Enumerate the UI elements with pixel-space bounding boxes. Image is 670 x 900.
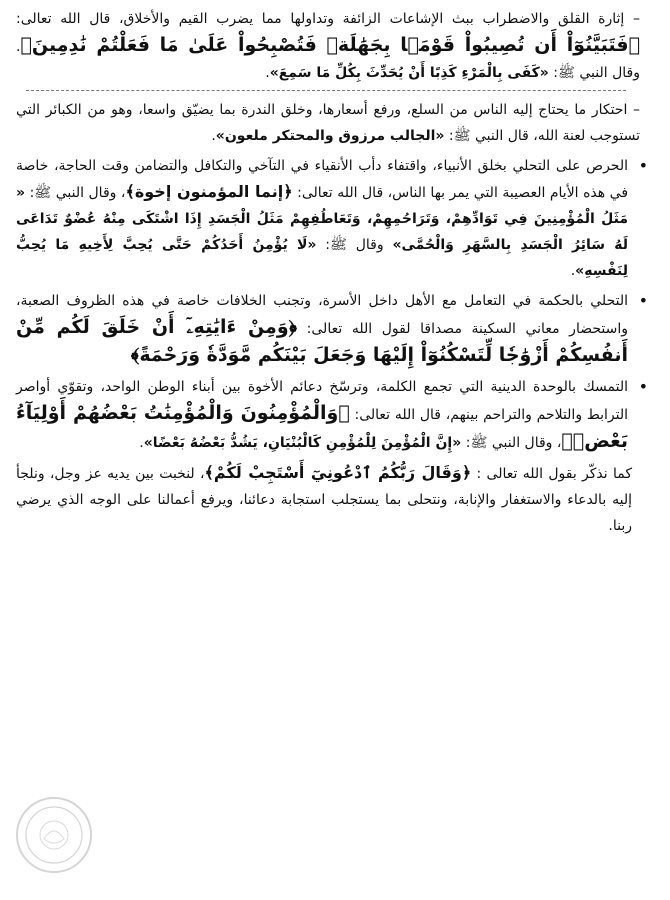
quran-verse: ﴿إنما المؤمنون إخوة﴾ [125, 182, 293, 201]
paragraph-hoarding [16, 97, 650, 149]
paragraph-text: الحرص على التحلي بخلق الأنبياء، واقتفاء دأب الأنقياء في التآخي والتكافل والتضامن وقت الحاجة، خاصة في هذه الأيام العصيبة التي يمر بها الناس، قال الله تعالى: [16, 158, 629, 201]
official-seal-icon [14, 795, 94, 875]
paragraph-end: . [570, 263, 576, 279]
bullet-icon: • [638, 377, 648, 396]
hadith-quote: «لَا يُؤْمِنُ أَحَدُكُمْ حَتَّى يُحِبَّ لِأَخِيهِ مَا يُحِبُّ لِنَفْسِهِ» [16, 237, 628, 279]
paragraph-text: التمسك بالوحدة الدينية التي تجمع الكلمة، وترسّخ دعائم الأخوة بين أبناء الوطن الواحد، وتقوّي أواصر الترابط والتلاحم والتراحم بينهم، قال الله تعالى: [16, 379, 629, 423]
paragraph-text: وقال ﷺ: [325, 237, 393, 253]
bullet-brotherhood [16, 153, 650, 284]
paragraph-text: ، وقال النبي ﷺ: [29, 185, 126, 201]
paragraph-end: . [211, 128, 216, 144]
paragraph-text: ، لنخبت بين يديه عز وجل، ونلجأ إليه بالدعاء والاستغفار والإنابة، ونتحلى بما يستجلب استجابة دعائنا، ويرفع أعمالنا على الوجه الذي يرضي ربنا. [16, 466, 632, 534]
hadith-quote: «كَفَى بِالْمَرْءِ كَذِبًا أَنْ يُحَدِّثَ بِكُلِّ مَا سَمِعَ» [269, 65, 549, 81]
paragraph-rumors [16, 6, 650, 86]
quran-verse: ﴿وَالْمُؤْمِنُونَ وَالْمُؤْمِنَٰتُ بَعْضُهُمْ أَوْلِيَآءُ بَعْضٖ﴾ [16, 402, 628, 452]
hadith-quote: «الجالب مرزوق والمحتكر ملعون» [215, 128, 445, 144]
paragraph-text: – إثارة القلق والاضطراب ببث الإشاعات الزائفة وتداولها مما يضرب القيم والأخلاق، قال الله تعالى: [16, 11, 640, 27]
bullet-family-wisdom [16, 288, 650, 370]
bullet-icon: • [638, 156, 648, 175]
hadith-quote: « مَثَلُ الْمُؤْمِنِينَ فِي تَوَادِّهِمْ، وَتَرَاحُمِهِمْ، وَتَعَاطُفِهِمْ مَثَلُ الْجَسَدِ إِذَا اشْتَكَى مِنْهُ عُضْوٌ تَدَاعَى لَهُ سَائِرُ الْجَسَدِ بِالسَّهَرِ وَالْحُمَّى» [16, 185, 629, 253]
dashed-separator [26, 90, 626, 91]
paragraph-text: ، وقال النبي ﷺ: [465, 435, 562, 451]
quran-verse: ﴿وَقَالَ رَبُّكُمُ ٱدْعُونِيٓ أَسْتَجِبْ لَكُمْ﴾ [204, 463, 472, 482]
bullet-unity [16, 374, 650, 456]
bullet-icon: • [638, 291, 648, 310]
paragraph-text: كما نذكّر بقول الله تعالى : [476, 466, 632, 482]
paragraph-end: . [139, 435, 144, 451]
hadith-quote: «إِنَّ الْمُؤْمِنَ لِلْمُؤْمِنِ كَالْبُنْيَانِ، يَشُدُّ بَعْضُهُ بَعْضًا» [143, 435, 462, 451]
paragraph-text: – احتكار ما يحتاج إليه الناس من السلع، ورفع أسعارها، وخلق الندرة بما يضيّق واسعا، وهو من الكبائر التي تستوجب لعنة الله، قال النبي ﷺ: [16, 102, 640, 144]
paragraph-text: . وقال النبي ﷺ: [16, 39, 640, 81]
paragraph-end: . [265, 65, 270, 81]
quran-verse: ﴿وَمِنْ ءَايَٰتِهِۦٓ أَنْ خَلَقَ لَكُم مِّنْ أَنفُسِكُمْ أَزْوَٰجٗا لِّتَسْكُنُوٓاْ إِلَيْهَا وَجَعَلَ بَيْنَكُم مَّوَدَّةٗ وَرَحْمَةً﴾ [16, 316, 628, 366]
quran-verse: ﴿فَتَبَيَّنُوٓاْ أَن تُصِيبُواْ قَوْمَۢا بِجَهَٰلَةٖ فَتُصْبِحُواْ عَلَىٰ مَا فَعَلْتُمْ نَٰدِمِينَ﴾ [20, 34, 640, 56]
paragraph-text: التحلي بالحكمة في التعامل مع الأهل داخل الأسرة، وتجنب الخلافات خاصة في هذه الظروف الصعبة، واستحضار معاني السكينة مصداقا لقول الله تعالى: [16, 293, 628, 337]
paragraph-supplication [16, 460, 650, 539]
